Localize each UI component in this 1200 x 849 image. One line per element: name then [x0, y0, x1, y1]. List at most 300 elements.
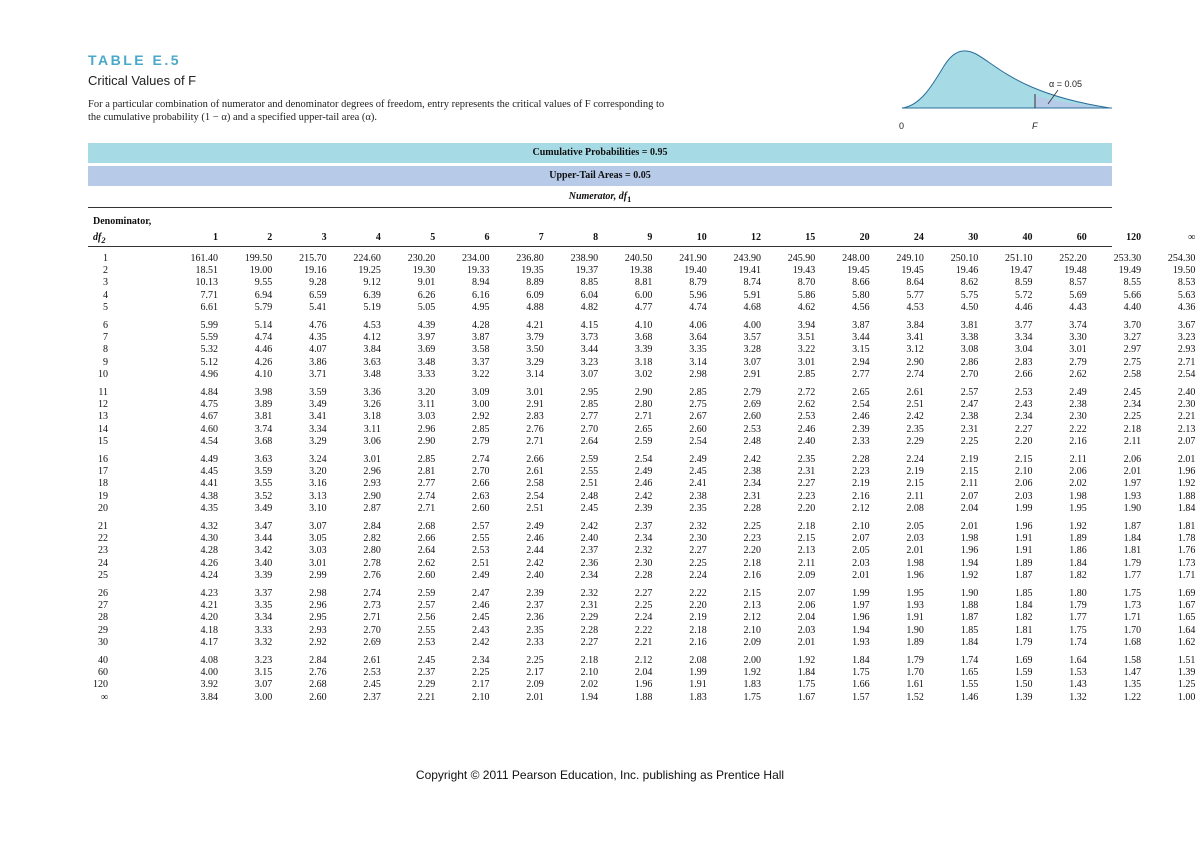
- table-cell: 1.69: [1015, 655, 1033, 666]
- row-label: 120: [93, 679, 108, 691]
- table-cell: 1.92: [1069, 521, 1087, 532]
- table-cell: 2.54: [526, 490, 544, 502]
- table-cell: 2.33: [852, 435, 870, 447]
- table-cell: 1.79: [1069, 600, 1087, 612]
- table-cell: 4.75: [200, 399, 218, 411]
- table-cell: 1.91: [906, 612, 924, 624]
- table-cell: 2.61: [363, 655, 381, 666]
- table-cell: 2.90: [363, 490, 381, 502]
- table-cell: 8.53: [1177, 277, 1196, 289]
- table-cell: 2.55: [417, 624, 436, 636]
- table-cell: 2.62: [417, 557, 436, 569]
- table-cell: 3.87: [852, 320, 870, 331]
- table-cell: 2.09: [797, 569, 816, 581]
- table-cell: 1.50: [1015, 679, 1033, 691]
- table-cell: 2.66: [1015, 368, 1033, 380]
- table-cell: 5.32: [200, 344, 218, 356]
- table-cell: 1.00: [1177, 691, 1196, 703]
- table-cell: 245.90: [787, 253, 816, 264]
- table-cell: 3.35: [254, 600, 273, 612]
- table-cell: 19.48: [1064, 265, 1087, 277]
- table-cell: 3.74: [1069, 320, 1087, 331]
- table-cell: 2.60: [309, 691, 327, 703]
- table-cell: 2.42: [634, 490, 653, 502]
- table-cell: 3.63: [363, 356, 381, 368]
- table-cell: 3.11: [418, 399, 436, 411]
- table-cell: 3.00: [472, 399, 490, 411]
- table-cell: 3.81: [254, 411, 273, 423]
- table-cell: 3.59: [254, 466, 273, 478]
- row-label: 1: [103, 253, 108, 264]
- table-cell: 8.70: [797, 277, 816, 289]
- row-label: 29: [98, 624, 108, 636]
- row-label: 2: [103, 265, 108, 277]
- table-cell: 1.88: [634, 691, 653, 703]
- table-cell: 1.71: [1177, 569, 1196, 581]
- table-cell: 2.49: [634, 466, 653, 478]
- row-label: 12: [98, 399, 108, 411]
- table-cell: 2.64: [580, 435, 599, 447]
- table-cell: 4.40: [1123, 301, 1142, 313]
- column-header: 20: [859, 232, 870, 243]
- table-cell: 2.07: [852, 533, 870, 545]
- table-cell: 5.96: [689, 289, 707, 301]
- table-cell: 19.41: [738, 265, 761, 277]
- table-cell: 2.31: [580, 600, 599, 612]
- table-cell: 2.28: [852, 454, 870, 465]
- row-label: 18: [98, 478, 108, 490]
- table-cell: 19.43: [792, 265, 816, 277]
- row-label: 60: [98, 667, 108, 679]
- table-cell: 234.00: [462, 253, 490, 264]
- table-cell: 2.69: [743, 399, 761, 411]
- table-cell: 2.06: [1015, 478, 1033, 490]
- table-cell: 1.84: [1069, 557, 1087, 569]
- table-cell: 2.42: [906, 411, 924, 423]
- table-cell: 3.97: [417, 332, 436, 344]
- table-cell: 4.46: [1015, 301, 1033, 313]
- table-cell: 4.26: [200, 557, 218, 569]
- table-cell: 4.41: [200, 478, 218, 490]
- table-cell: 3.24: [309, 454, 327, 465]
- table-cell: 3.09: [472, 387, 490, 398]
- table-cell: 3.02: [634, 368, 653, 380]
- table-cell: 8.64: [906, 277, 924, 289]
- table-cell: 1.88: [960, 600, 979, 612]
- table-cell: 1.95: [906, 588, 924, 599]
- table-cell: 2.20: [689, 600, 707, 612]
- table-cell: 2.02: [1069, 478, 1087, 490]
- column-header: 40: [1022, 232, 1033, 243]
- row-label: 23: [98, 545, 108, 557]
- table-cell: 4.06: [689, 320, 707, 331]
- table-cell: 2.29: [906, 435, 924, 447]
- table-cell: 2.90: [417, 435, 436, 447]
- table-cell: 8.81: [634, 277, 653, 289]
- table-cell: 2.34: [1015, 411, 1033, 423]
- table-cell: 1.46: [960, 691, 979, 703]
- table-cell: 1.67: [1177, 600, 1196, 612]
- table-cell: 2.53: [743, 423, 761, 435]
- table-cell: 2.76: [309, 667, 327, 679]
- table-cell: 2.54: [689, 435, 707, 447]
- table-cell: 3.55: [254, 478, 273, 490]
- table-cell: 3.79: [526, 332, 544, 344]
- table-cell: 2.16: [1069, 435, 1087, 447]
- table-cell: 2.01: [797, 636, 816, 648]
- table-cell: 1.96: [634, 679, 653, 691]
- table-cell: 1.89: [906, 636, 924, 648]
- table-cell: 3.07: [580, 368, 599, 380]
- table-cell: 3.44: [852, 332, 870, 344]
- table-cell: 4.62: [797, 301, 816, 313]
- table-cell: 4.15: [580, 320, 599, 331]
- table-cell: 2.03: [1015, 490, 1033, 502]
- table-description: For a particular combination of numerator and denominator degrees of freedom, entry represents the critical values of F corresponding to the cumulative probability (1 − α) and a specified upper-tail area (α).: [88, 99, 665, 123]
- numerator-header: [88, 191, 1112, 204]
- table-cell: 10.13: [195, 277, 218, 289]
- table-cell: 2.16: [852, 490, 870, 502]
- table-cell: 6.61: [200, 301, 218, 313]
- column-header: 1: [213, 232, 218, 243]
- table-cell: 1.92: [743, 667, 761, 679]
- table-cell: 2.36: [526, 612, 544, 624]
- table-cell: 2.12: [852, 502, 870, 514]
- table-cell: 2.85: [472, 423, 490, 435]
- table-cell: 1.99: [689, 667, 707, 679]
- table-cell: 249.10: [896, 253, 924, 264]
- table-cell: 2.71: [1177, 356, 1196, 368]
- table-cell: 2.21: [1177, 411, 1196, 423]
- table-cell: 6.59: [309, 289, 327, 301]
- table-cell: 2.60: [689, 423, 707, 435]
- table-cell: 161.40: [190, 253, 218, 264]
- table-cell: 4.35: [309, 332, 327, 344]
- table-cell: 2.07: [797, 588, 816, 599]
- table-cell: 2.15: [960, 466, 979, 478]
- table-cell: 1.75: [1123, 588, 1142, 599]
- table-cell: 2.47: [472, 588, 490, 599]
- table-cell: 4.36: [1177, 301, 1196, 313]
- table-cell: 2.66: [472, 478, 490, 490]
- table-cell: 1.66: [852, 679, 870, 691]
- table-cell: 8.59: [1015, 277, 1033, 289]
- table-cell: 2.19: [960, 454, 979, 465]
- table-cell: 1.39: [1015, 691, 1033, 703]
- table-cell: 2.84: [309, 655, 327, 666]
- table-cell: 8.55: [1123, 277, 1142, 289]
- table-cell: 5.12: [200, 356, 218, 368]
- table-cell: 2.15: [797, 533, 816, 545]
- table-cell: 238.90: [570, 253, 599, 264]
- table-cell: 5.66: [1123, 289, 1142, 301]
- table-cell: 2.53: [797, 411, 816, 423]
- table-cell: 2.64: [417, 545, 436, 557]
- table-cell: 2.75: [689, 399, 707, 411]
- row-label: 13: [98, 411, 108, 423]
- table-cell: 2.49: [1069, 387, 1087, 398]
- table-cell: 2.25: [689, 557, 707, 569]
- table-cell: 2.15: [743, 588, 761, 599]
- table-cell: 2.35: [689, 502, 707, 514]
- table-cell: 4.82: [580, 301, 599, 313]
- table-cell: 3.41: [906, 332, 924, 344]
- table-cell: 241.90: [679, 253, 707, 264]
- table-cell: 1.93: [852, 636, 870, 648]
- table-cell: 1.92: [797, 655, 816, 666]
- table-cell: 2.02: [580, 679, 599, 691]
- denominator-label: Denominator,: [93, 216, 152, 227]
- table-cell: 1.87: [960, 612, 979, 624]
- alpha-label: α = 0.05: [1049, 79, 1082, 89]
- row-label: 25: [98, 569, 108, 581]
- table-cell: 2.24: [906, 454, 924, 465]
- table-cell: 4.24: [200, 569, 218, 581]
- table-cell: 2.45: [363, 679, 381, 691]
- table-cell: 1.77: [1069, 612, 1087, 624]
- table-cell: 2.71: [526, 435, 544, 447]
- table-cell: 4.32: [200, 521, 218, 532]
- table-cell: 3.05: [309, 533, 327, 545]
- table-cell: 3.06: [363, 435, 381, 447]
- table-cell: 3.36: [363, 387, 381, 398]
- table-cell: 2.77: [852, 368, 870, 380]
- table-cell: 2.85: [797, 368, 816, 380]
- table-cell: 2.28: [743, 502, 761, 514]
- table-cell: 1.51: [1177, 655, 1196, 666]
- table-cell: 1.71: [1123, 612, 1142, 624]
- table-cell: 8.62: [960, 277, 979, 289]
- table-cell: 3.26: [363, 399, 381, 411]
- table-cell: 2.51: [526, 502, 544, 514]
- table-cell: 2.96: [417, 423, 436, 435]
- table-cell: 2.39: [852, 423, 870, 435]
- table-cell: 2.25: [472, 667, 490, 679]
- df2-label: df: [93, 232, 102, 243]
- table-cell: 2.03: [906, 533, 924, 545]
- table-cell: 2.95: [580, 387, 599, 398]
- table-cell: 4.08: [200, 655, 218, 666]
- table-cell: 2.71: [634, 411, 653, 423]
- table-cell: 1.64: [1177, 624, 1196, 636]
- table-cell: 2.66: [417, 533, 436, 545]
- table-cell: 2.32: [580, 588, 599, 599]
- table-cell: 8.94: [472, 277, 490, 289]
- table-cell: 4.21: [526, 320, 544, 331]
- column-header: 24: [913, 232, 924, 243]
- table-cell: 5.79: [254, 301, 273, 313]
- table-cell: 1.74: [960, 655, 979, 666]
- table-cell: 2.15: [1015, 454, 1033, 465]
- table-cell: 2.10: [1015, 466, 1033, 478]
- row-label: 7: [103, 332, 108, 344]
- table-cell: 2.01: [1177, 454, 1196, 465]
- table-cell: 4.18: [200, 624, 218, 636]
- table-cell: 4.35: [200, 502, 218, 514]
- table-cell: 1.84: [1015, 600, 1033, 612]
- table-cell: 2.24: [634, 612, 653, 624]
- table-cell: 2.28: [580, 624, 599, 636]
- table-cell: 2.11: [798, 557, 816, 569]
- table-cell: 3.74: [254, 423, 273, 435]
- table-cell: 1.47: [1123, 667, 1142, 679]
- table-cell: 2.79: [1069, 356, 1087, 368]
- table-cell: 19.45: [847, 265, 870, 277]
- table-cell: 2.61: [906, 387, 924, 398]
- table-cell: 1.43: [1069, 679, 1087, 691]
- table-cell: 2.19: [852, 478, 870, 490]
- table-cell: 2.58: [1123, 368, 1142, 380]
- table-cell: 1.91: [1015, 533, 1033, 545]
- table-cell: 19.38: [629, 265, 653, 277]
- table-cell: 19.50: [1172, 265, 1196, 277]
- table-cell: 5.69: [1069, 289, 1087, 301]
- table-cell: 1.91: [689, 679, 707, 691]
- table-cell: 1.53: [1069, 667, 1087, 679]
- table-cell: 240.50: [624, 253, 653, 264]
- table-cell: 2.54: [634, 454, 653, 465]
- row-label: 9: [103, 356, 108, 368]
- table-cell: 2.20: [743, 545, 761, 557]
- row-label: 21: [98, 521, 108, 532]
- table-cell: 3.64: [689, 332, 707, 344]
- table-cell: 3.81: [960, 320, 979, 331]
- numerator-label: Numerator, df: [568, 191, 628, 202]
- table-cell: 199.50: [244, 253, 273, 264]
- table-cell: 3.22: [472, 368, 490, 380]
- table-cell: 3.07: [743, 356, 761, 368]
- row-label: 16: [98, 454, 108, 465]
- header-divider: [88, 246, 1112, 247]
- table-cell: 19.46: [955, 265, 979, 277]
- table-title: Critical Values of F: [88, 73, 197, 88]
- table-cell: 2.75: [1123, 356, 1142, 368]
- table-cell: 3.52: [254, 490, 273, 502]
- table-cell: 4.68: [743, 301, 761, 313]
- table-cell: 2.70: [580, 423, 599, 435]
- table-cell: 2.77: [580, 411, 599, 423]
- table-cell: 1.32: [1069, 691, 1087, 703]
- table-cell: 3.49: [309, 399, 327, 411]
- table-cell: 1.93: [1123, 490, 1142, 502]
- table-cell: 2.45: [689, 466, 707, 478]
- column-header: 2: [267, 232, 273, 243]
- table-cell: 1.80: [1069, 588, 1087, 599]
- table-cell: 2.96: [363, 466, 381, 478]
- table-cell: 2.55: [472, 533, 490, 545]
- table-cell: 2.76: [526, 423, 544, 435]
- table-cell: 2.49: [689, 454, 707, 465]
- table-cell: 2.94: [852, 356, 870, 368]
- table-cell: 2.91: [743, 368, 761, 380]
- table-cell: 1.88: [1177, 490, 1196, 502]
- table-cell: 2.59: [634, 435, 653, 447]
- table-cell: 3.84: [906, 320, 924, 331]
- f-distribution-figure: [880, 38, 1120, 138]
- column-header: 4: [375, 232, 381, 243]
- row-label: 8: [103, 344, 108, 356]
- table-cell: 2.72: [797, 387, 816, 398]
- table-cell: 2.40: [526, 569, 544, 581]
- table-cell: 2.56: [417, 612, 436, 624]
- row-label: 4: [103, 289, 108, 301]
- table-cell: 2.19: [906, 466, 924, 478]
- table-cell: 2.30: [1177, 399, 1196, 411]
- table-cell: 5.63: [1177, 289, 1196, 301]
- table-cell: 2.79: [743, 387, 761, 398]
- table-cell: 1.85: [960, 624, 979, 636]
- table-cell: 2.68: [309, 679, 327, 691]
- table-cell: 1.75: [797, 679, 816, 691]
- table-cell: 2.57: [417, 600, 436, 612]
- table-cell: 2.51: [472, 557, 490, 569]
- table-cell: 2.10: [472, 691, 490, 703]
- table-cell: 2.08: [906, 502, 924, 514]
- table-cell: 2.96: [309, 600, 327, 612]
- table-cell: 1.57: [852, 691, 870, 703]
- table-cell: 1.25: [1177, 679, 1196, 691]
- table-cell: 2.04: [797, 612, 816, 624]
- column-header: 6: [484, 232, 490, 243]
- row-label: 11: [98, 387, 108, 398]
- table-cell: 3.87: [472, 332, 490, 344]
- table-cell: 2.74: [906, 368, 924, 380]
- table-cell: 1.22: [1123, 691, 1142, 703]
- table-cell: 2.10: [743, 624, 761, 636]
- table-cell: 4.38: [200, 490, 218, 502]
- table-cell: 2.27: [634, 588, 653, 599]
- table-cell: 3.16: [309, 478, 327, 490]
- table-cell: 2.38: [743, 466, 761, 478]
- table-cell: 1.91: [1015, 545, 1033, 557]
- table-cell: 2.30: [1069, 411, 1087, 423]
- table-cell: 1.82: [1069, 569, 1087, 581]
- table-cell: 1.89: [1069, 533, 1087, 545]
- table-cell: 2.84: [363, 521, 381, 532]
- table-cell: 4.88: [526, 301, 544, 313]
- table-cell: 2.25: [1123, 411, 1142, 423]
- table-cell: 2.85: [689, 387, 707, 398]
- table-cell: 4.76: [309, 320, 327, 331]
- table-cell: 2.98: [689, 368, 707, 380]
- table-cell: 1.96: [1177, 466, 1196, 478]
- table-cell: 2.17: [472, 679, 490, 691]
- table-cell: 3.67: [1177, 320, 1196, 331]
- row-label: ∞: [100, 691, 108, 703]
- table-cell: 1.75: [1069, 624, 1087, 636]
- table-cell: 4.77: [634, 301, 653, 313]
- table-cell: 2.18: [580, 655, 599, 666]
- table-cell: 4.54: [200, 435, 218, 447]
- table-cell: 1.83: [743, 679, 761, 691]
- table-cell: 2.46: [526, 533, 544, 545]
- table-cell: 2.37: [417, 667, 436, 679]
- table-cell: 2.57: [960, 387, 979, 398]
- table-cell: 2.49: [472, 569, 490, 581]
- table-cell: 1.70: [906, 667, 924, 679]
- table-cell: 2.31: [960, 423, 979, 435]
- table-cell: 2.57: [472, 521, 490, 532]
- table-cell: 2.22: [1069, 423, 1087, 435]
- table-cell: 2.93: [363, 478, 381, 490]
- table-cell: 4.43: [1069, 301, 1087, 313]
- table-cell: 1.81: [1177, 521, 1196, 532]
- table-cell: 1.70: [1123, 624, 1142, 636]
- table-cell: 8.79: [689, 277, 707, 289]
- table-cell: 6.16: [472, 289, 490, 301]
- table-cell: 2.35: [797, 454, 816, 465]
- row-label: 27: [98, 600, 108, 612]
